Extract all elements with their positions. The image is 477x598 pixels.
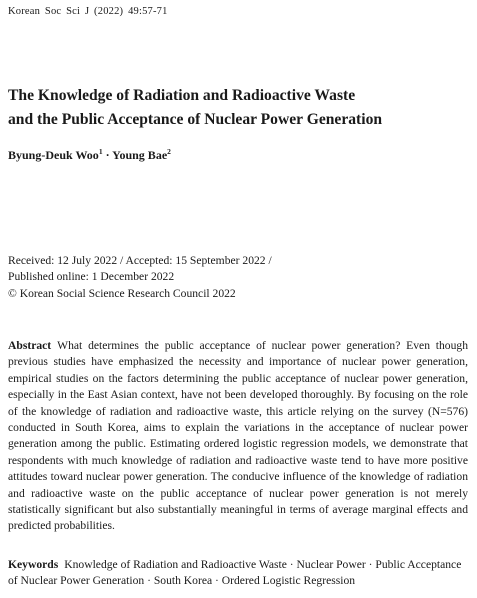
keywords-label: Keywords [8,558,59,571]
journal-reference: Korean Soc Sci J (2022) 49:57-71 [8,6,168,17]
abstract-section [8,338,468,535]
publication-dates [8,253,468,302]
keywords-text: Knowledge of Radiation and Radioactive Waste · Nuclear Power · Public Acceptance of Nuclear Power Generation · South Korea · Ordered Logistic Regression [8,558,462,588]
received-accepted-line: Received: 12 July 2022 / Accepted: 15 September 2022 / [8,254,272,267]
published-online-line: Published online: 1 December 2022 [8,270,175,284]
author-affiliation-2: 2 [167,147,171,156]
author-name-2: Young Bae [112,148,168,162]
copyright-line: © Korean Social Science Research Council 2022 [8,286,236,300]
abstract-text: What determines the public acceptance of nuclear power generation? Even though previous studies have emphasized the necessity and importance of nuclear power generation, empirical studies on the factors determining the public acceptance of nuclear power generation, especially in the East Asian context, have not been developed thoroughly. By focusing on the role of the knowledge of radiation and radioactive waste, this article relying on the survey (N=576) conducted in South Korea, aims to explain the variations in the acceptance of nuclear power generation among the public. Estimating ordered logistic regression models, we demonstrate that respondents with much knowledge of radiation and radioactive waste tend to have more positive attitudes toward nuclear power generation. The conducive influence of the knowledge of radiation and radioactive waste on the public acceptance of nuclear power generation is not merely statistically significant but also substantially meaningful in terms of average marginal effects and predicted probabilities. [8,339,468,533]
author-separator: · [102,148,113,162]
author-list [8,148,171,163]
title-line-1: The Knowledge of Radiation and Radioactive Waste [8,87,356,104]
title-line-2: and the Public Acceptance of Nuclear Power Generation [8,111,383,128]
keywords-section [8,557,468,590]
author-name-1: Byung-Deuk Woo [8,148,99,162]
abstract-label: Abstract [8,339,52,352]
article-title [8,84,468,132]
author-affiliation-1: 1 [98,147,103,156]
